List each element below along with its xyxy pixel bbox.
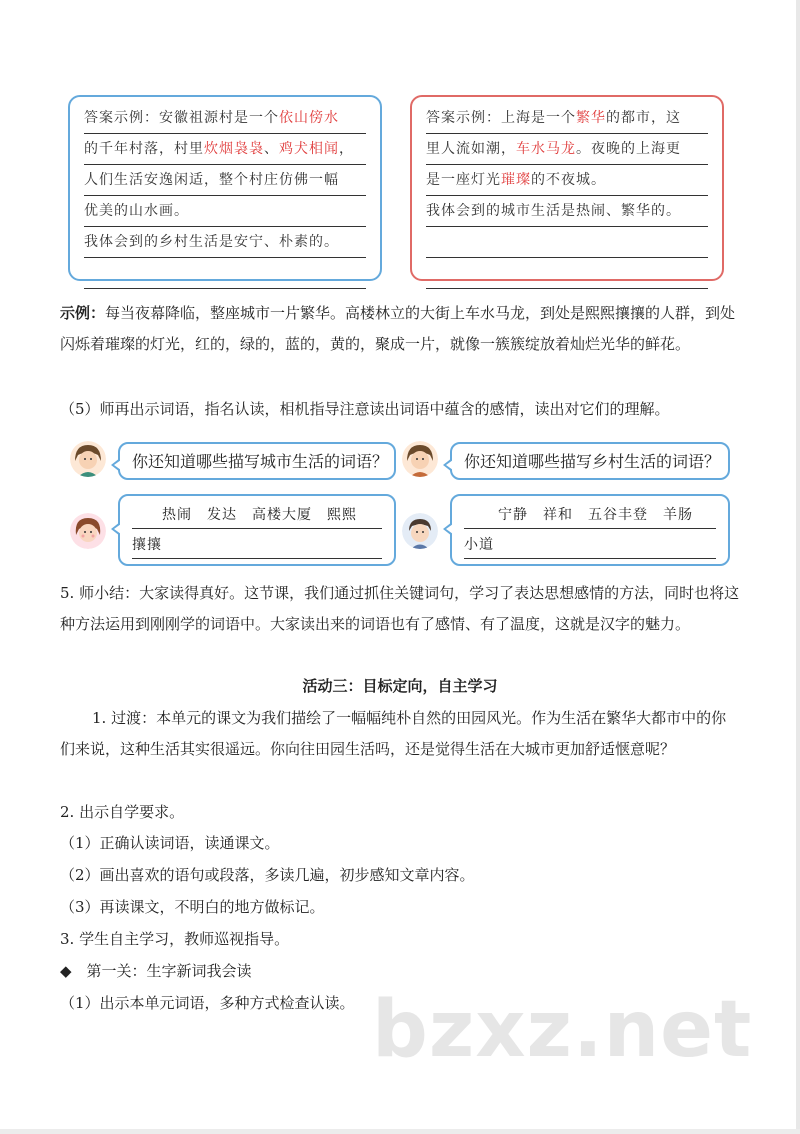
activity3-heading: 活动三：目标定向，自主学习 xyxy=(302,677,498,695)
question-bubble-village xyxy=(450,442,730,480)
city-words-line-2: 攘攘 xyxy=(132,532,382,559)
highlighted-word: 鸡犬相闻 xyxy=(279,141,339,157)
teacher-avatar-icon xyxy=(402,441,438,477)
answer-line xyxy=(84,196,366,227)
answer-box-village xyxy=(68,95,382,281)
answer-line xyxy=(84,103,366,134)
watermark: bzxz.net xyxy=(372,985,753,1075)
step3-text: 3. 学生自主学习，教师巡视指导。 xyxy=(60,930,290,948)
answer-line xyxy=(84,134,366,165)
answer-text: 里人流如潮， xyxy=(426,141,516,157)
student-girl-avatar-icon xyxy=(70,513,106,549)
answer-text: 、 xyxy=(264,141,279,157)
village-words-line-1: 宁静 祥和 五谷丰登 羊肠 xyxy=(464,502,716,529)
answer-bubble-village xyxy=(450,494,730,566)
level1-item-1: （1）出示本单元词语，多种方式检查认读。 xyxy=(60,994,355,1012)
answer-text: 的千年村落，村里 xyxy=(84,141,204,157)
answer-line xyxy=(84,227,366,258)
example-text: 每当夜幕降临，整座城市一片繁华。高楼林立的大街上车水马龙，到处是熙熙攘攘的人群，到处闪烁着璀璨的灯光，红的，绿的，蓝的，黄的，聚成一片，就像一簇簇绽放着灿烂光华的鲜花。 xyxy=(60,304,736,353)
question-village: 你还知道哪些描写乡村生活的词语？ xyxy=(464,452,721,471)
summary-paragraph: 5. 师小结：大家读得真好。这节课，我们通过抓住关键词句，学习了表达思想感情的方法，同时也将这种方法运用到刚刚学的词语中。大家读出来的词语也有了感情、有了温度，这就是汉字的魅力。 xyxy=(60,584,740,633)
answer-text: 答案示例：安徽祖源村是一个 xyxy=(84,110,279,126)
answer-line xyxy=(426,103,708,134)
answer-box-city xyxy=(410,95,724,281)
example-paragraph xyxy=(60,298,740,360)
page-edge xyxy=(796,0,800,1134)
answer-text: 的都市，这 xyxy=(606,110,681,126)
city-words-line-1: 热闹 发达 高楼大厦 熙熙 xyxy=(132,502,382,529)
step5-text: （5）师再出示词语，指名认读，相机指导注意读出词语中蕴含的感情，读出对它们的理解。 xyxy=(60,400,670,418)
highlighted-word: 繁华 xyxy=(576,110,606,126)
answer-line xyxy=(426,165,708,196)
highlighted-word: 炊烟袅袅 xyxy=(204,141,264,157)
student-boy-avatar-icon xyxy=(402,513,438,549)
answer-bubble-city xyxy=(118,494,396,566)
answer-line xyxy=(426,134,708,165)
page-edge xyxy=(0,1129,800,1134)
answer-text: 答案示例：上海是一个 xyxy=(426,110,576,126)
answer-line xyxy=(426,227,708,258)
question-city: 你还知道哪些描写城市生活的词语？ xyxy=(132,452,389,471)
answer-line xyxy=(84,258,366,289)
answer-text: 人们生活安逸闲适，整个村庄仿佛一幅 xyxy=(84,172,339,188)
teacher-avatar-icon xyxy=(70,441,106,477)
level1-heading: ◆ 第一关：生字新词我会读 xyxy=(60,962,252,980)
answer-text: 是一座灯光 xyxy=(426,172,501,188)
requirement-1: （1）正确认读词语，读通课文。 xyxy=(60,834,280,852)
answer-line xyxy=(84,165,366,196)
highlighted-word: 车水马龙 xyxy=(516,141,576,157)
answer-text: ， xyxy=(339,141,354,157)
requirements-title: 2. 出示自学要求。 xyxy=(60,803,185,821)
village-words-line-2: 小道 xyxy=(464,532,716,559)
answer-text: 的不夜城。 xyxy=(531,172,606,188)
transition-paragraph: 1. 过渡：本单元的课文为我们描绘了一幅幅纯朴自然的田园风光。作为生活在繁华大都市中的你们来说，这种生活其实很遥远。你向往田园生活吗，还是觉得生活在大城市更加舒适惬意呢？ xyxy=(60,709,727,758)
answer-text: 。夜晚的上海更 xyxy=(576,141,681,157)
answer-line xyxy=(426,258,708,289)
answer-text: 优美的山水画。 xyxy=(84,203,189,219)
requirement-2: （2）画出喜欢的语句或段落，多读几遍，初步感知文章内容。 xyxy=(60,866,475,884)
requirement-3: （3）再读课文，不明白的地方做标记。 xyxy=(60,898,325,916)
answer-text: 我体会到的乡村生活是安宁、朴素的。 xyxy=(84,234,339,250)
answer-text: 我体会到的城市生活是热闹、繁华的。 xyxy=(426,203,681,219)
example-label: 示例： xyxy=(60,304,106,322)
highlighted-word: 依山傍水 xyxy=(279,110,339,126)
answer-line xyxy=(426,196,708,227)
highlighted-word: 璀璨 xyxy=(501,172,531,188)
question-bubble-city xyxy=(118,442,396,480)
